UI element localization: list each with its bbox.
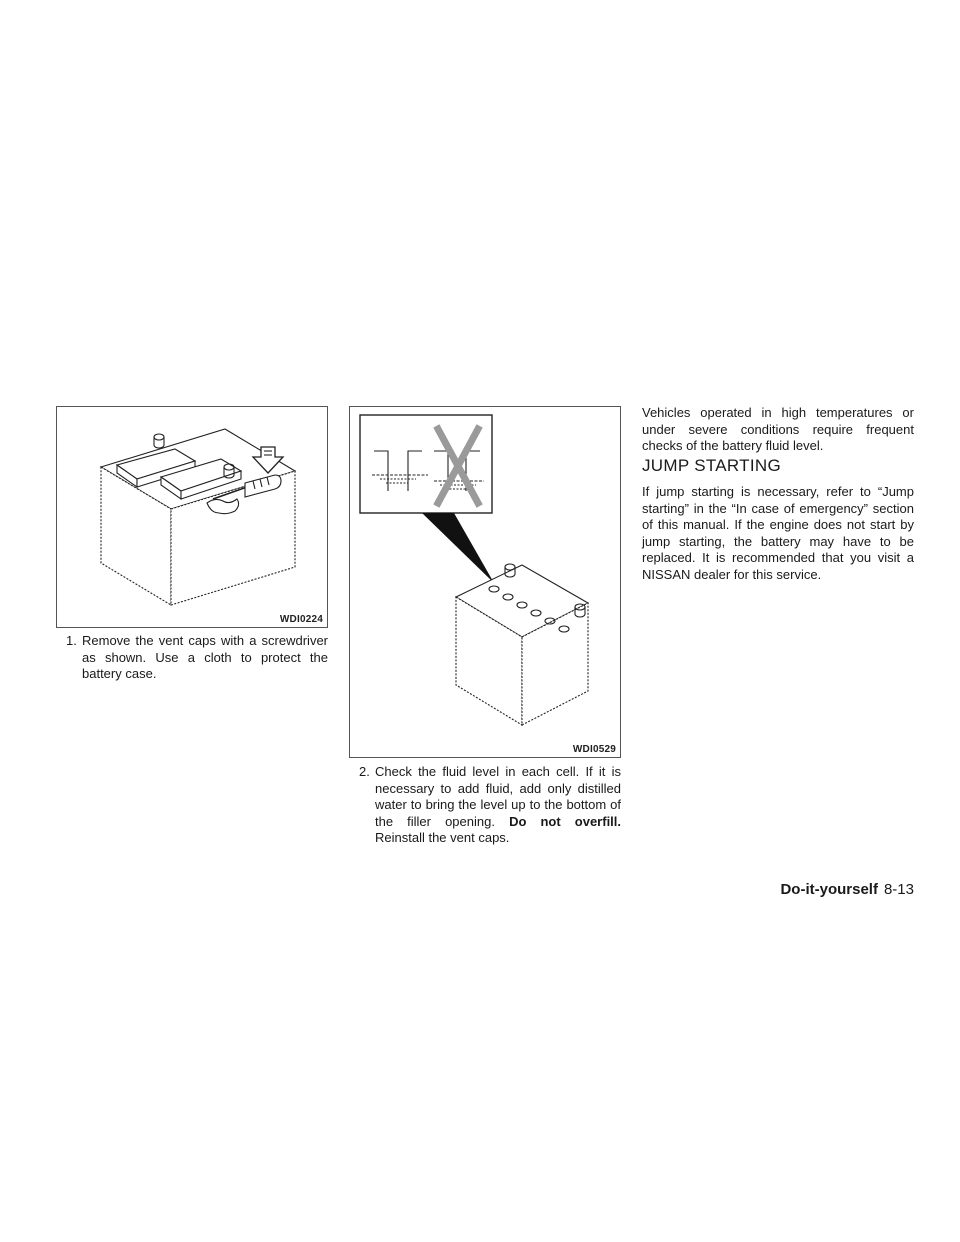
figure-code: WDI0529 [572, 744, 616, 755]
figure-fluid-level [349, 406, 621, 758]
step-text: Remove the vent caps with a screwdriver as shown. Use a cloth to protect the battery case. [82, 633, 328, 681]
step-text-before: Check the fluid level in each cell. If it is necessary to add fluid, add only distilled water to bring the level up to the bottom of the filler opening. [375, 764, 621, 829]
battery-screwdriver-illustration [57, 407, 327, 627]
step-1 [66, 633, 328, 683]
figure-code: WDI0224 [279, 614, 323, 625]
step-text [375, 764, 621, 847]
figure-remove-vent-caps [56, 406, 328, 628]
step-emphasis: Do not overfill. [509, 813, 622, 829]
step-number: 2. [359, 764, 370, 779]
footer-section: Do-it-yourself [780, 881, 878, 898]
battery-fluid-level-illustration [350, 407, 620, 757]
step-text-after: Reinstall the vent caps. [375, 830, 510, 845]
section-heading: JUMP STARTING [642, 456, 781, 475]
step-number: 1. [66, 633, 77, 648]
page-number: 8-13 [883, 881, 914, 898]
intro-paragraph: Vehicles operated in high temperatures or under severe conditions require frequent checks of the battery fluid level. [642, 405, 914, 453]
step-2 [359, 764, 621, 847]
jump-starting-paragraph: If jump starting is necessary, refer to “Jump starting” in the “In case of emergency” section of this manual. If the engine does not start by jump starting, the battery may have to be replaced. It is recommended that you visit a NISSAN dealer for this service. [642, 484, 914, 582]
page-footer [780, 881, 914, 898]
